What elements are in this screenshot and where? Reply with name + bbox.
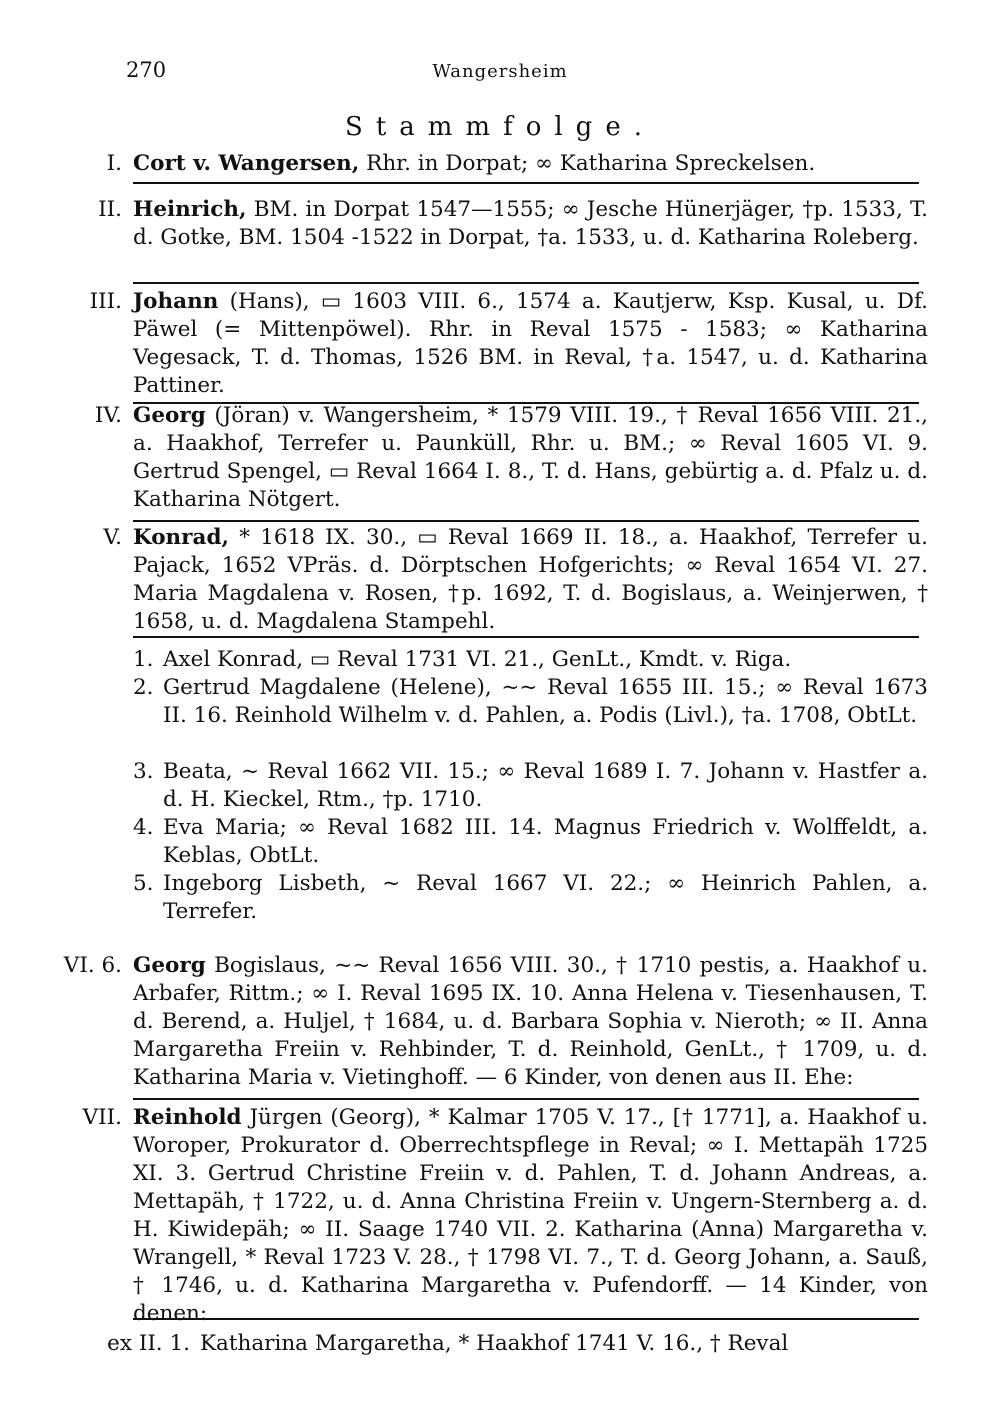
entry-body: Bogislaus, ~~ Reval 1656 VIII. 30., † 1710 pestis, a. Haakhof u. Arbafer, Rittm.; ∞ I. Reval 1695 IX. 10. Anna Helena v. Tiesenhausen, T. d. Berend, a. Huljel, † 1684, u. d. Barbara Sophia v. Nieroth; ∞ II. Anna Margaretha Freiin v. Rehbinder, T. d. Reinhold, GenLt., † 1709, u. d. Katharina Maria v. Vietinghoff. — 6 Kinder, von denen aus II. Ehe: bbox=[133, 953, 928, 1090]
divider bbox=[133, 520, 919, 522]
generation-text bbox=[133, 288, 928, 400]
entry-body: (Jöran) v. Wangersheim, * 1579 VIII. 19., † Reval 1656 VIII. 21., a. Haakhof, Terrefer u. Paunküll, Rhr. u. BM.; ∞ Reval 1605 VI. 9. Gertrud Spengel, ▭ Reval 1664 I. 8., T. d. Hans, gebürtig a. d. Pfalz u. d. Katharina Nötgert. bbox=[133, 403, 928, 512]
person-name: Reinhold bbox=[133, 1105, 242, 1130]
generation-text: Katharina Margaretha, * Haakhof 1741 V. 16., † Reval bbox=[200, 1331, 789, 1356]
child-number: 3. bbox=[133, 759, 154, 784]
person-name: Georg bbox=[133, 403, 206, 428]
divider bbox=[133, 636, 919, 638]
child-text: Ingeborg Lisbeth, ~ Reval 1667 VI. 22.; ∞ Heinrich Pahlen, a. Terrefer. bbox=[163, 871, 928, 924]
generation-text bbox=[133, 1104, 928, 1328]
page-number: 270 bbox=[126, 58, 167, 82]
divider bbox=[133, 1098, 919, 1100]
entry-body: Jürgen (Georg), * Kalmar 1705 V. 17., [† 1771], a. Haakhof u. Woroper, Prokurator d. Oberrechtspflege in Reval; ∞ I. Mettapäh 1725 XI. 3. Gertrud Christine Freiin v. d. Pahlen, T. d. Johann Andreas, a. Mettapäh, † 1722, u. d. Anna Christina Freiin v. Ungern-Sternberg a. d. H. Kiwidepäh; ∞ II. Saage 1740 VII. 2. Katharina (Anna) Margaretha v. Wrangell, * Reval 1723 V. 28., † 1798 VI. 7., T. d. Georg Johann, a. Sauß, † 1746, u. d. Katharina Margaretha v. Pufendorff. — 14 Kinder, von denen: bbox=[133, 1105, 928, 1326]
person-name: Johann bbox=[133, 289, 219, 314]
generation-number: ex II. 1. bbox=[107, 1331, 190, 1356]
child-number: 2. bbox=[133, 675, 154, 700]
child-number: 5. bbox=[133, 871, 154, 896]
running-head: Wangersheim bbox=[432, 61, 568, 82]
divider bbox=[133, 182, 919, 184]
generation-number: III. bbox=[89, 289, 122, 314]
divider bbox=[133, 1318, 919, 1320]
generation-text bbox=[133, 524, 928, 636]
person-name: Cort v. Wangersen, bbox=[133, 151, 360, 176]
generation-number: VI. 6. bbox=[63, 953, 122, 978]
child-text: Axel Konrad, ▭ Reval 1731 VI. 21., GenLt., Kmdt. v. Riga. bbox=[163, 647, 792, 672]
child-number: 4. bbox=[133, 815, 154, 840]
child-text: Gertrud Magdalene (Helene), ~~ Reval 1655 III. 15.; ∞ Reval 1673 II. 16. Reinhold Wilhelm v. d. Pahlen, a. Podis (Livl.), †a. 1708, ObtLt. bbox=[163, 675, 928, 728]
generation-number: V. bbox=[103, 525, 122, 550]
child-text: Beata, ~ Reval 1662 VII. 15.; ∞ Reval 1689 I. 7. Johann v. Hastfer a. d. H. Kieckel, Rtm., †p. 1710. bbox=[163, 759, 928, 812]
generation-text bbox=[133, 150, 928, 178]
generation-text bbox=[133, 402, 928, 514]
divider bbox=[133, 282, 919, 284]
entry-body: BM. in Dorpat 1547—1555; ∞ Jesche Hünerjäger, †p. 1533, T. d. Gotke, BM. 1504 -1522 in Dorpat, †a. 1533, u. d. Katharina Roleberg. bbox=[133, 197, 928, 250]
generation-text bbox=[133, 196, 928, 252]
generation-number: II. bbox=[98, 197, 122, 222]
generation-number: VII. bbox=[82, 1105, 122, 1130]
entry-body: (Hans), ▭ 1603 VIII. 6., 1574 a. Kautjerw, Ksp. Kusal, u. Df. Päwel (= Mittenpöwel). Rhr. in Reval 1575 - 1583; ∞ Katharina Vegesack, T. d. Thomas, 1526 BM. in Reval, †a. 1547, u. d. Katharina Pattiner. bbox=[133, 289, 928, 398]
person-name: Heinrich, bbox=[133, 197, 247, 222]
person-name: Konrad, bbox=[133, 525, 229, 550]
person-name: Georg bbox=[133, 953, 206, 978]
child-number: 1. bbox=[133, 647, 154, 672]
generation-number: I. bbox=[106, 151, 122, 176]
entry-body: * 1618 IX. 30., ▭ Reval 1669 II. 18., a. Haakhof, Terrefer u. Pajack, 1652 VPräs. d. Dörptschen Hofgerichts; ∞ Reval 1654 VI. 27. Maria Magdalena v. Rosen, †p. 1692, T. d. Bogislaus, a. Weinjerwen, † 1658, u. d. Magdalena Stampehl. bbox=[133, 525, 928, 634]
generation-text bbox=[133, 952, 928, 1092]
generation-number: IV. bbox=[94, 403, 122, 428]
entry-body: Rhr. in Dorpat; ∞ Katharina Spreckelsen. bbox=[366, 151, 816, 176]
child-text: Eva Maria; ∞ Reval 1682 III. 14. Magnus Friedrich v. Wolffeldt, a. Keblas, ObtLt. bbox=[163, 815, 928, 868]
section-title: Stammfolge. bbox=[345, 112, 655, 142]
